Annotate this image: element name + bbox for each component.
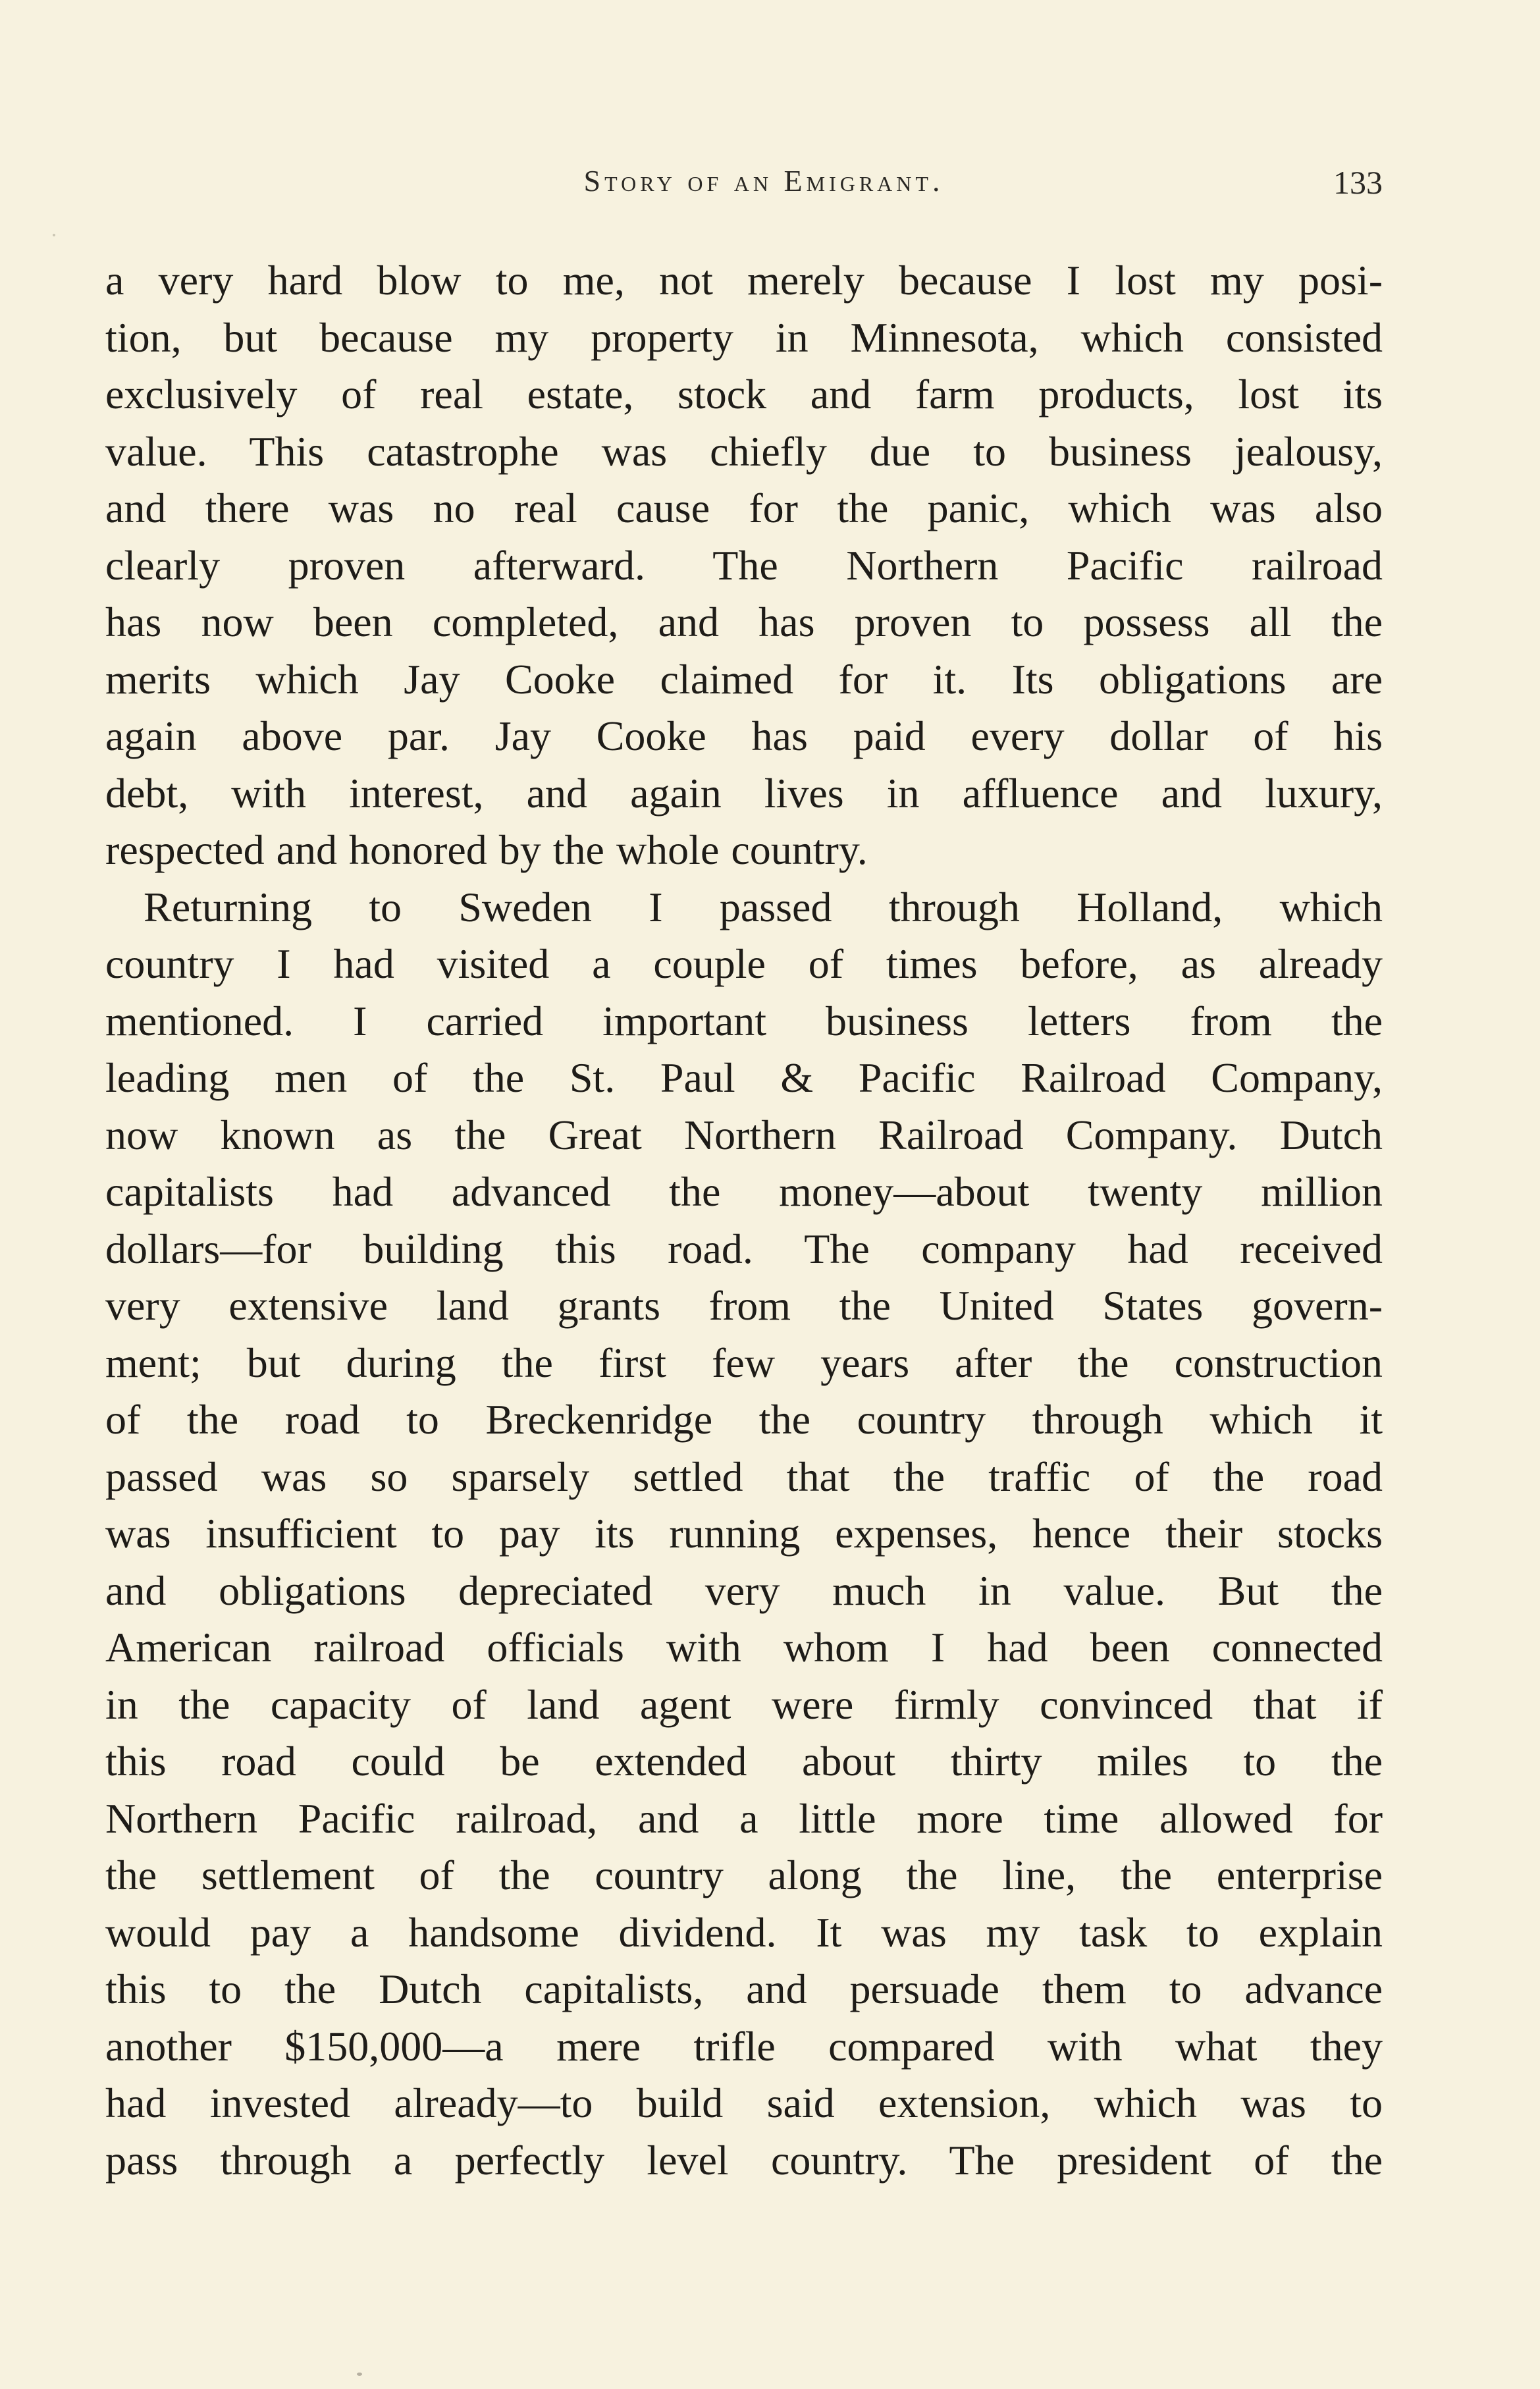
text-line: exclusively of real estate, stock and farm products, lost its <box>105 371 1383 417</box>
text-line: dollars—for building this road. The company had received <box>105 1225 1383 1272</box>
text-line: has now been completed, and has proven to possess all the <box>105 599 1383 645</box>
body-text <box>105 252 1383 2189</box>
paper-speck <box>357 2373 362 2376</box>
text-line: and there was no real cause for the panic, which was also <box>105 485 1383 531</box>
text-line: had invested already—to build said extension, which was to <box>105 2080 1383 2126</box>
text-line: Northern Pacific railroad, and a little more time allowed for <box>105 1794 1383 1842</box>
text-line: of the road to Breckenridge the country through which it <box>105 1396 1383 1443</box>
running-title: Story of an Emigrant. <box>583 164 944 198</box>
text-line: very extensive land grants from the United States govern- <box>105 1282 1383 1329</box>
text-line: passed was so sparsely settled that the traffic of the road <box>105 1453 1383 1500</box>
paper-speck <box>53 234 55 236</box>
text-line: debt, with interest, and again lives in affluence and luxury, <box>105 769 1383 817</box>
paragraph-start-line: Returning to Sweden I passed through Holland, which <box>144 883 1383 930</box>
text-line: pass through a perfectly level country. The president of the <box>105 2136 1383 2184</box>
text-line: respected and honored by the whole country. <box>105 826 868 873</box>
text-line: leading men of the St. Paul & Pacific Railroad Company, <box>105 1054 1383 1101</box>
text-line: would pay a handsome dividend. It was my task to explain <box>105 1908 1383 1956</box>
text-line: in the capacity of land agent were firmly convinced that if <box>105 1680 1383 1728</box>
text-line: this road could be extended about thirty miles to the <box>105 1738 1383 1785</box>
text-line: mentioned. I carried important business letters from the <box>105 997 1383 1044</box>
text-line: again above par. Jay Cooke has paid every dollar of his <box>105 712 1383 759</box>
page-header <box>105 163 1383 216</box>
text-line: was insufficient to pay its running expenses, hence their stocks <box>105 1510 1383 1557</box>
text-line: this to the Dutch capitalists, and persuade them to advance <box>105 1966 1383 2012</box>
text-line: tion, but because my property in Minnesota, which consisted <box>105 313 1383 361</box>
text-line: merits which Jay Cooke claimed for it. Its obligations are <box>105 655 1383 703</box>
text-line: and obligations depreciated very much in value. But the <box>105 1567 1383 1614</box>
text-line: another $150,000—a mere trifle compared with what they <box>105 2022 1383 2070</box>
text-line: American railroad officials with whom I had been connected <box>105 1624 1383 1671</box>
text-line: ment; but during the first few years after the construction <box>105 1339 1383 1386</box>
text-line: value. This catastrophe was chiefly due to business jealousy, <box>105 427 1383 475</box>
text-line: capitalists had advanced the money—about twenty million <box>105 1168 1383 1215</box>
text-line: clearly proven afterward. The Northern Pacific railroad <box>105 541 1383 589</box>
text-line: a very hard blow to me, not merely because I lost my posi- <box>105 257 1383 304</box>
text-line: the settlement of the country along the line, the enterprise <box>105 1852 1383 1898</box>
page-number: 133 <box>1333 164 1383 201</box>
text-line: country I had visited a couple of times before, as already <box>105 940 1383 987</box>
text-line: now known as the Great Northern Railroad Company. Dutch <box>105 1111 1383 1158</box>
